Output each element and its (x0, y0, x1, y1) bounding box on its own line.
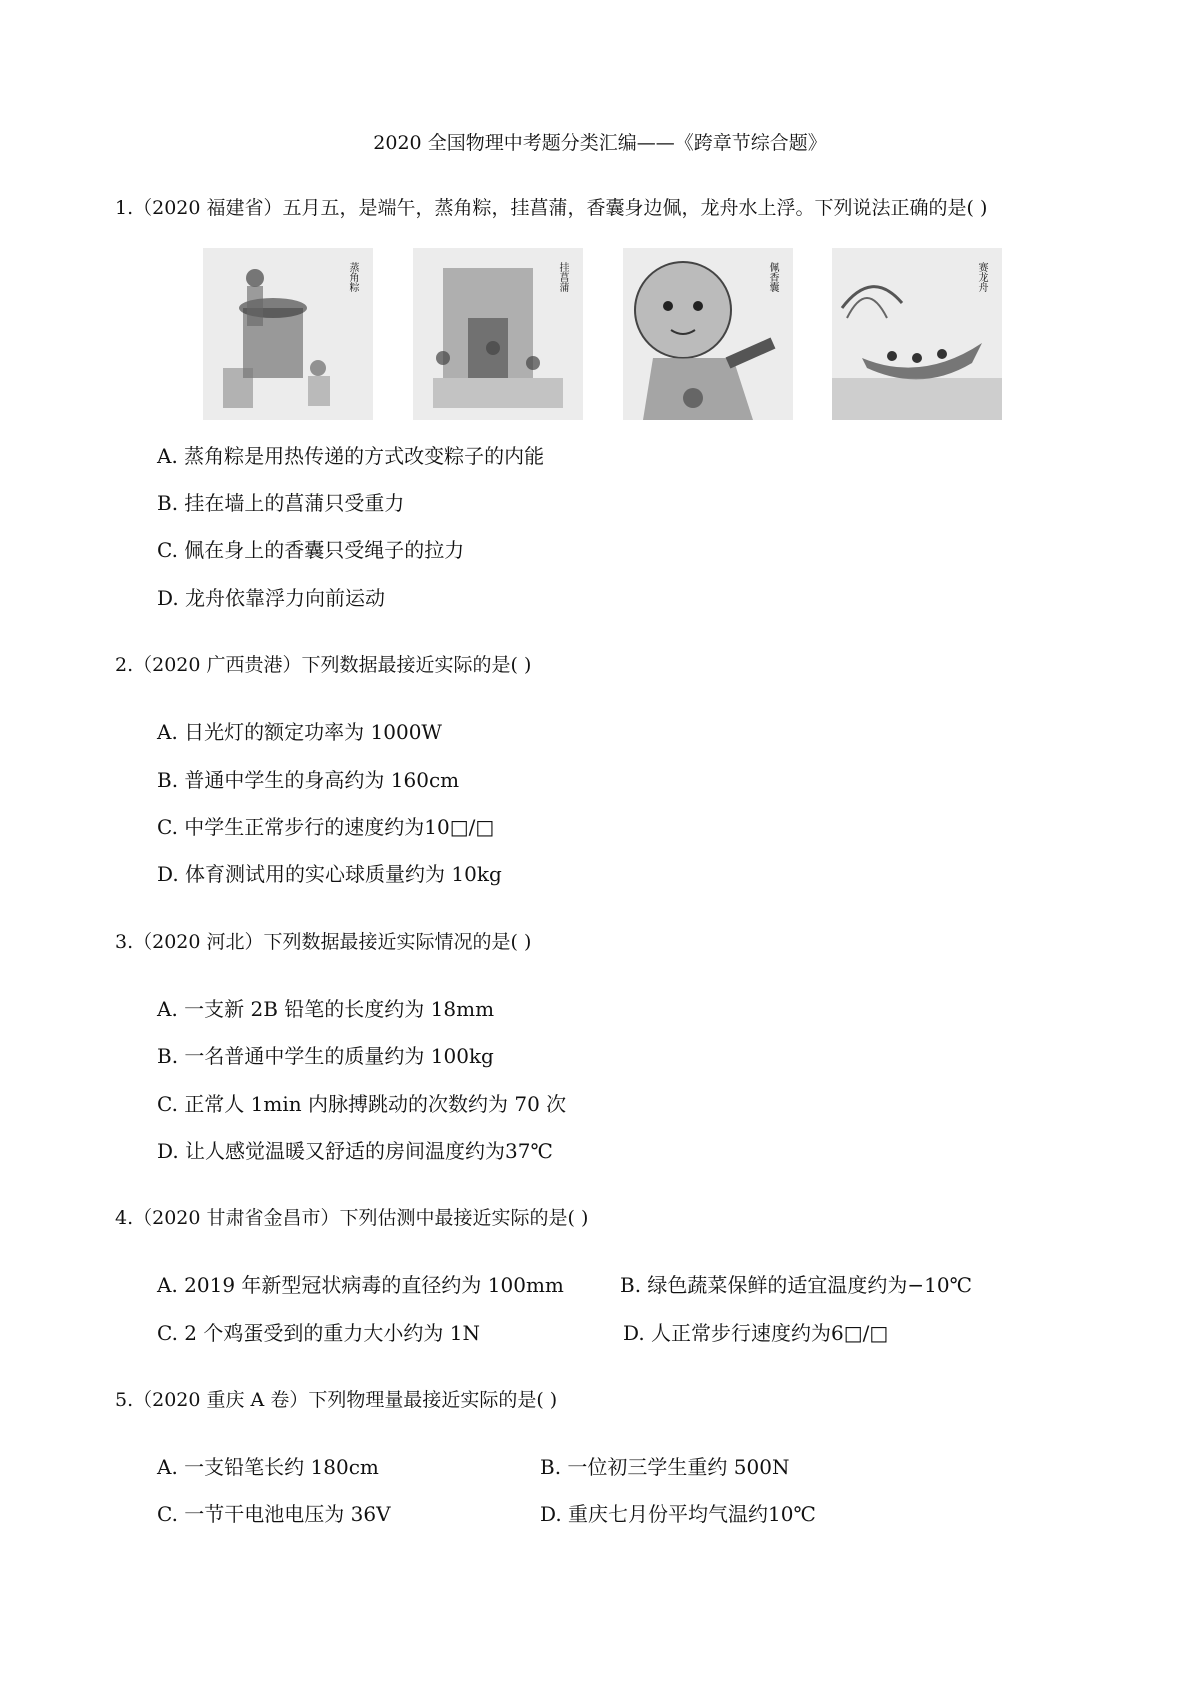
question-3-stem: 3.（2020 河北）下列数据最接近实际情况的是( ) (115, 931, 532, 953)
question-3-option-a: A. 一支新 2B 铅笔的长度约为 18mm (157, 997, 495, 1021)
question-2-stem: 2.（2020 广西贵港）下列数据最接近实际的是( ) (115, 654, 532, 676)
question-1-option-d: D. 龙舟依靠浮力向前运动 (157, 586, 386, 610)
question-2-option-a: A. 日光灯的额定功率为 1000W (157, 720, 442, 744)
image-gua-chang-pu (413, 248, 583, 420)
question-3-option-b: B. 一名普通中学生的质量约为 100kg (157, 1044, 494, 1068)
question-2-option-b: B. 普通中学生的身高约为 160cm (157, 768, 460, 792)
question-2-option-c: C. 中学生正常步行的速度约为10□/□ (157, 815, 495, 839)
question-5-option-b: B. 一位初三学生重约 500N (540, 1455, 790, 1479)
question-3-option-c: C. 正常人 1min 内脉搏跳动的次数约为 70 次 (157, 1092, 567, 1116)
question-5-option-d: D. 重庆七月份平均气温约10℃ (540, 1502, 816, 1526)
question-4-option-b: B. 绿色蔬菜保鲜的适宜温度约为−10℃ (620, 1273, 972, 1297)
question-1-option-a: A. 蒸角粽是用热传递的方式改变粽子的内能 (157, 444, 545, 468)
image-sai-long-zhou (832, 248, 1002, 420)
question-2-option-d: D. 体育测试用的实心球质量约为 10kg (157, 862, 502, 886)
image-caption: 挂菖蒲 (557, 262, 568, 292)
question-1-option-b: B. 挂在墙上的菖蒲只受重力 (157, 491, 405, 515)
image-pei-xiang-nang (623, 248, 793, 420)
image-caption: 赛龙舟 (976, 262, 987, 292)
question-4-option-c: C. 2 个鸡蛋受到的重力大小约为 1N (157, 1321, 480, 1345)
image-zheng-jiao-zong (203, 248, 373, 420)
question-1-stem: 1.（2020 福建省）五月五，是端午，蒸角粽，挂菖蒲，香囊身边佩，龙舟水上浮。下列说法正确的是( ) (115, 197, 988, 219)
image-caption: 蒸角粽 (347, 262, 358, 292)
question-1-option-c: C. 佩在身上的香囊只受绳子的拉力 (157, 538, 465, 562)
image-caption: 佩香囊 (767, 262, 778, 292)
question-5-option-a: A. 一支铅笔长约 180cm (157, 1455, 379, 1479)
document-title: 2020 全国物理中考题分类汇编——《跨章节综合题》 (373, 132, 827, 154)
question-5-option-c: C. 一节干电池电压为 36V (157, 1502, 391, 1526)
question-4-option-d: D. 人正常步行速度约为6□/□ (623, 1321, 889, 1345)
question-4-stem: 4.（2020 甘肃省金昌市）下列估测中最接近实际的是( ) (115, 1207, 589, 1229)
question-5-stem: 5.（2020 重庆 A 卷）下列物理量最接近实际的是( ) (115, 1389, 558, 1411)
question-3-option-d: D. 让人感觉温暖又舒适的房间温度约为37℃ (157, 1139, 553, 1163)
question-4-option-a: A. 2019 年新型冠状病毒的直径约为 100mm (157, 1273, 564, 1297)
